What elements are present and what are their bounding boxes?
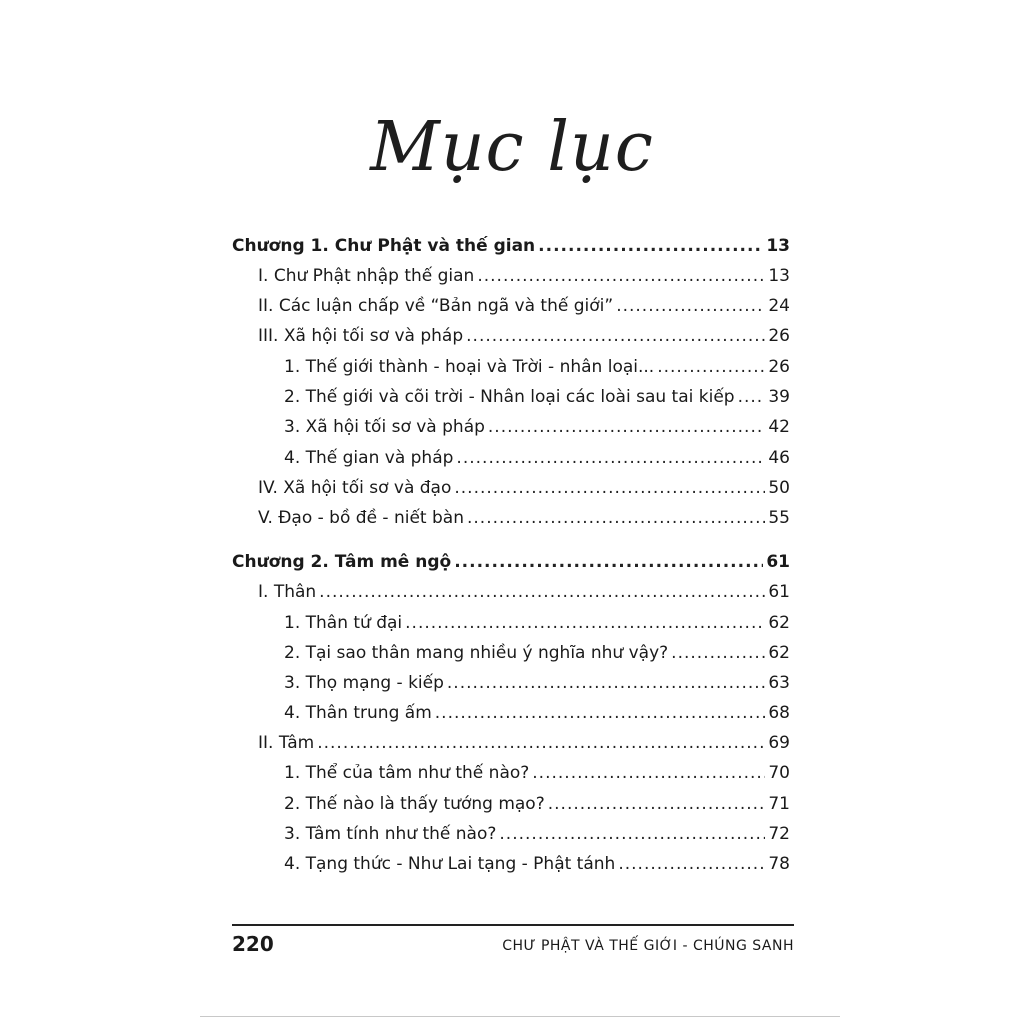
toc-page-number: 62 [768, 613, 790, 633]
toc-page-number: 70 [768, 763, 790, 783]
toc-entry-title: 1. Thân tứ đại [284, 613, 403, 633]
toc-page-number: 55 [768, 508, 790, 528]
toc-page-number: 72 [768, 824, 790, 844]
toc-entry-title: III. Xã hội tối sơ và pháp [258, 326, 464, 346]
toc-entry-title: Chương 2. Tâm mê ngộ [232, 552, 452, 572]
dot-leader [657, 352, 765, 382]
toc-page-number: 61 [768, 582, 790, 602]
toc-row [284, 668, 790, 698]
toc-page-number: 13 [768, 266, 790, 286]
toc-entry-title: 1. Thế giới thành - hoại và Trời - nhân loại... [284, 357, 655, 377]
toc-row [284, 758, 790, 788]
dot-leader [435, 698, 766, 728]
toc-row [284, 352, 790, 382]
dot-leader [538, 231, 763, 261]
toc-page-number: 68 [768, 703, 790, 723]
toc-page-number: 50 [768, 478, 790, 498]
toc-row [258, 503, 790, 533]
dot-leader [466, 321, 765, 351]
dot-leader [477, 261, 765, 291]
toc-row [258, 321, 790, 351]
dot-leader [548, 789, 766, 819]
toc-entry-title: 2. Thế nào là thấy tướng mạo? [284, 794, 545, 814]
toc-page-number: 13 [766, 236, 790, 256]
toc-entry-title: II. Tâm [258, 733, 315, 753]
toc-row [284, 412, 790, 442]
dot-leader [317, 728, 765, 758]
toc-page-number: 24 [768, 296, 790, 316]
page-edge-line [200, 1016, 840, 1017]
dot-leader [532, 758, 765, 788]
dot-leader [616, 291, 765, 321]
dot-leader [454, 547, 763, 577]
toc-page-number: 26 [768, 357, 790, 377]
toc-row [258, 291, 790, 321]
dot-leader [671, 638, 765, 668]
toc-page-number: 46 [768, 448, 790, 468]
toc-row [284, 819, 790, 849]
dot-leader [499, 819, 765, 849]
footer-page-number: 220 [232, 932, 274, 956]
dot-leader [319, 577, 765, 607]
toc-entry-title: V. Đạo - bồ đề - niết bàn [258, 508, 464, 528]
toc-page-number: 71 [768, 794, 790, 814]
dot-leader [467, 503, 765, 533]
toc-row [258, 261, 790, 291]
toc-entry-title: 3. Xã hội tối sơ và pháp [284, 417, 485, 437]
dot-leader [488, 412, 765, 442]
page-title: Mục lục [370, 108, 654, 187]
toc-row [258, 473, 790, 503]
toc-row [284, 789, 790, 819]
toc-row [258, 728, 790, 758]
dot-leader [405, 608, 765, 638]
toc-row [284, 698, 790, 728]
toc-entry-title: 2. Tại sao thân mang nhiều ý nghĩa như vậy? [284, 643, 669, 663]
dot-leader [454, 473, 765, 503]
toc-row [258, 577, 790, 607]
toc-page-number: 69 [768, 733, 790, 753]
toc-row [284, 443, 790, 473]
toc-entry-title: Chương 1. Chư Phật và thế gian [232, 236, 536, 256]
toc-entry-title: I. Thân [258, 582, 317, 602]
toc-entry-title: 3. Thọ mạng - kiếp [284, 673, 444, 693]
toc-page-number: 42 [768, 417, 790, 437]
toc-page-number: 61 [766, 552, 790, 572]
toc-entry-title: 4. Tạng thức - Như Lai tạng - Phật tánh [284, 854, 616, 874]
toc-entry-title: I. Chư Phật nhập thế gian [258, 266, 475, 286]
toc-row [284, 849, 790, 879]
dot-leader [447, 668, 765, 698]
toc-page-number: 63 [768, 673, 790, 693]
toc-chapter-row [232, 231, 790, 261]
toc-entry-title: 3. Tâm tính như thế nào? [284, 824, 497, 844]
toc-entry-title: 1. Thể của tâm như thế nào? [284, 763, 530, 783]
dot-leader [618, 849, 765, 879]
toc-page-number: 78 [768, 854, 790, 874]
toc-entry-title: 2. Thế giới và cõi trời - Nhân loại các loài sau tai kiếp [284, 387, 735, 407]
toc-entry-title: 4. Thân trung ấm [284, 703, 432, 723]
footer-book-title: CHƯ PHẬT VÀ THẾ GIỚI - CHÚNG SANH [502, 938, 794, 954]
toc-row [284, 608, 790, 638]
toc-entry-title: IV. Xã hội tối sơ và đạo [258, 478, 452, 498]
toc-row [284, 382, 790, 412]
toc-entry-title: 4. Thế gian và pháp [284, 448, 454, 468]
toc-chapter-row [232, 547, 790, 577]
dot-leader [738, 382, 766, 412]
toc-row [284, 638, 790, 668]
footer-divider [232, 924, 794, 926]
dot-leader [456, 443, 765, 473]
toc-entry-title: II. Các luận chấp về “Bản ngã và thế giới” [258, 296, 614, 316]
toc-page-number: 39 [768, 387, 790, 407]
toc-page-number: 26 [768, 326, 790, 346]
toc-page-number: 62 [768, 643, 790, 663]
